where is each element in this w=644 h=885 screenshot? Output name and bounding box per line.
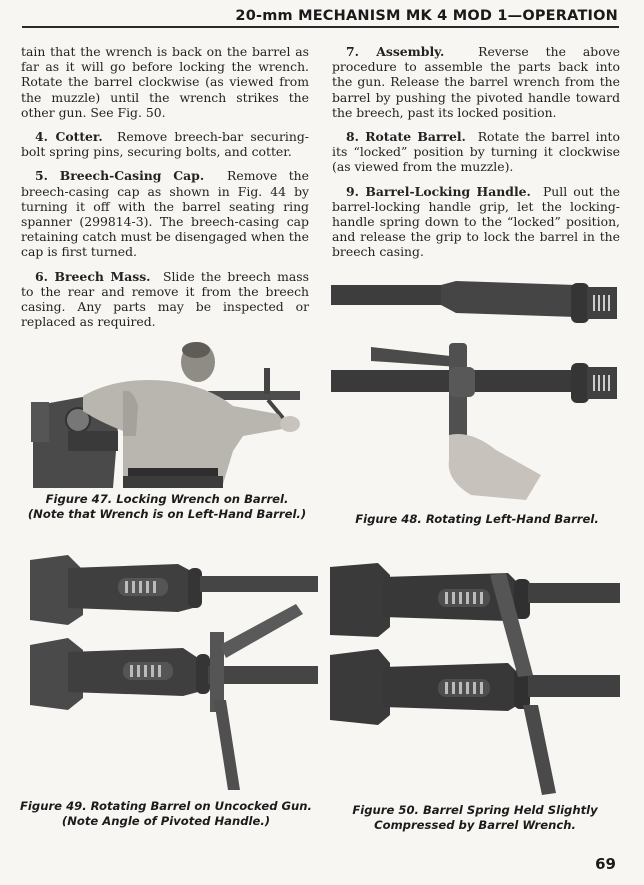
step-paragraph-7	[332, 44, 620, 120]
twin-barrels-wrench-photo-icon	[328, 555, 620, 795]
step-paragraph-4	[21, 129, 309, 159]
step-heading: 5. Breech-Casing Cap.	[35, 168, 205, 184]
step-paragraph-6	[21, 269, 309, 330]
step-paragraph-5	[21, 168, 309, 259]
step-body: Slide the breech mass to the rear and remove it from the breech casing. Any parts may be inspected or replaced as required.	[21, 268, 309, 330]
figure-47-caption	[22, 492, 312, 522]
figure-50-image	[328, 555, 620, 795]
caption-line: Compressed by Barrel Wrench.	[374, 818, 576, 832]
caption-line: (Note that Wrench is on Left-Hand Barrel.)	[27, 507, 307, 521]
step-heading: 7. Assembly.	[346, 44, 445, 59]
step-body: Reverse the above procedure to assemble the parts back into the gun. Release the barrel wrench from the barrel by pushing the pivoted handle toward the breech, past its locked position.	[332, 44, 620, 120]
figure-48-image	[331, 275, 621, 500]
step-heading: 6. Breech Mass.	[35, 268, 151, 284]
continuation-paragraph: tain that the wrench is back on the barrel as far as it will go before locking the wrench. Rotate the barrel clockwise (as viewed from the muzzle) until the wrench strikes the other gun. See Fig. 50.	[21, 44, 309, 120]
figure-48-caption	[332, 512, 622, 527]
header-rule	[22, 26, 619, 28]
step-body: Pull out the barrel-locking handle grip, let the locking-handle spring down to the “locked” position, and release the grip to lock the barrel in the breech casing.	[332, 183, 620, 260]
caption-line: Figure 47. Locking Wrench on Barrel.	[45, 492, 289, 506]
step-heading: 4. Cotter.	[35, 129, 103, 145]
figure-49-caption	[16, 799, 316, 829]
figure-47-image	[28, 336, 303, 488]
step-heading: 8. Rotate Barrel.	[346, 129, 466, 145]
figure-50-caption	[330, 803, 620, 833]
step-paragraph-8	[332, 129, 620, 175]
running-head-title: 20-mm MECHANISM MK 4 MOD 1—OPERATION	[235, 8, 618, 24]
step-heading: 9. Barrel-Locking Handle.	[346, 183, 531, 199]
caption-line: Figure 49. Rotating Barrel on Uncocked Gun.	[20, 799, 312, 813]
step-paragraph-9	[332, 184, 620, 260]
left-text-column	[21, 44, 309, 338]
step-body: Remove the breech-casing cap as shown in Fig. 44 by turning it off with the barrel seating ring spanner (299814-3). The breech-casing cap retaining catch must be disengaged when the cap is first turned.	[21, 168, 309, 260]
caption-line: (Note Angle of Pivoted Handle.)	[61, 814, 271, 828]
figure-49-image	[28, 550, 318, 790]
man-with-wrench-photo-icon	[28, 336, 303, 488]
hand-rotating-barrel-photo-icon	[331, 275, 621, 500]
right-text-column	[332, 44, 620, 269]
step-body: Remove breech-bar securing-bolt spring pins, securing bolts, and cotter.	[21, 129, 309, 160]
caption-line: Figure 50. Barrel Spring Held Slightly	[352, 803, 598, 817]
twin-barrels-pivoted-handle-photo-icon	[28, 550, 318, 790]
page-number: 69	[595, 855, 616, 873]
step-body: Rotate the barrel into its “locked” position by turning it clockwise (as viewed from the muzzle).	[332, 129, 620, 175]
caption-line: Figure 48. Rotating Left-Hand Barrel.	[355, 512, 599, 526]
